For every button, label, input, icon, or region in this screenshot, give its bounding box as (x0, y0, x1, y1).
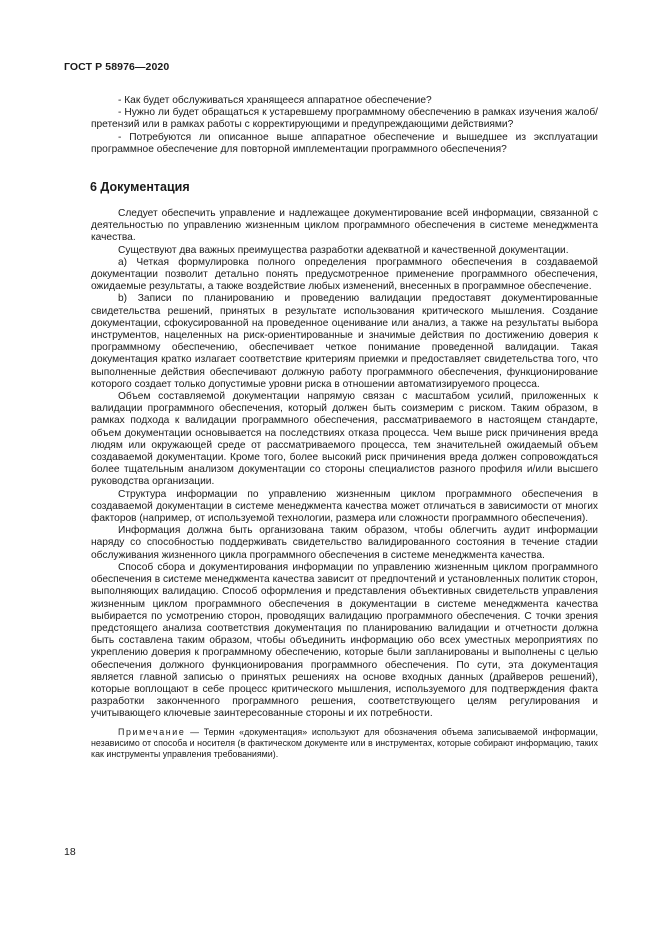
section-title: 6 Документация (90, 180, 190, 194)
standard-header: ГОСТ Р 58976—2020 (64, 61, 170, 73)
note-text: — Термин «документация» используют для обозначения объема записываемой информации, независимо от способа и носителя (в фактическом документе или в инструментах, которые собирают информацию, таких как инструменты управления требованиями). (91, 726, 598, 759)
question-item: - Как будет обслуживаться хранящееся аппаратное обеспечение? (118, 95, 432, 106)
paragraph: Следует обеспечить управление и надлежащее документирование всей информации, связанной с деятельностью по управлению жизненным циклом программного обеспечения в системе менеджмента качества. (91, 208, 598, 244)
paragraph: Структура информации по управлению жизненным циклом программного обеспечения в создаваемой документации в системе менеджмента качества может отличаться в зависимости от многих факторов (например, от используемой технологии, размера или сложности программного обеспечения). (91, 488, 598, 525)
note-label: Примечание (118, 726, 186, 737)
paragraph: b) Записи по планированию и проведению валидации предоставят документированные свидетельства решений, принятых в результате использования критического мышления. Создание документации, сфокусированной на проведенное оценивание или анализ, а также на результаты выбора инструментов, нацеленных на риск-ориентированные и значимые действия по достижению доверия к программному обеспечению, обеспечивает четкое понимание проведенной валидации. Такая документация кратко излагает соответствие критериям приемки и предоставляет свидетельства того, что выполненные действия обеспечивают должную работу программного обеспечения, функционирование которого создает только допустимые уровни риска в отношении автоматизируемого процесса. (91, 293, 598, 390)
section-body (91, 208, 598, 760)
paragraph: Информация должна быть организована таким образом, чтобы облегчить аудит информации наряду со способностью поддерживать свидетельство валидированного состояния в течение стадии обслуживания жизненного цикла программного обеспечения в системе менеджмента качества. (91, 525, 598, 561)
paragraph: a) Четкая формулировка полного определения программного обеспечения в создаваемой документации позволит детально понять предусмотренное применение программного обеспечения, ожидаемые результаты, а также воздействие любых изменений, внесенных в программное обеспечение. (91, 256, 598, 293)
questions-list (91, 95, 598, 156)
page-number: 18 (64, 846, 76, 858)
paragraph: Способ сбора и документирования информации по управлению жизненным циклом программного обеспечения в системе менеджмента качества зависит от предпочтений и установленных политик сторон, выполняющих валидацию. Способ оформления и представления объективных свидетельств управления жизненным циклом программного обеспечения в документации в системе менеджмента качества выбирается по усмотрению сторон, проводящих валидацию программного обеспечения. С точки зрения предстоящего анализа соответствия документация по планированию валидации и отчетности должна быть составлена таким образом, чтобы объединить информацию обо всех уместных мероприятиях по укреплению доверия к программному обеспечению, которые были запланированы и выполнены с целью обеспечения должного функционирования программного обеспечения. По сути, эта документация является главной записью о принятых решениях на основе входных данных (драйверов решений), которые воплощают в себе процесс критического мышления, используемого для подтверждения факта разработки законченного программного решения, соответствующего целям регулирования и учитывающего ключевые заинтересованные стороны и их потребности. (91, 561, 598, 720)
question-item: - Потребуются ли описанное выше аппаратное обеспечение и вышедшее из эксплуатации программное обеспечение для повторной имплементации программного обеспечения? (91, 131, 598, 155)
paragraph: Объем составляемой документации напрямую связан с масштабом усилий, приложенных к валидации программного обеспечения, который должен быть соизмерим с риском. Таким образом, в рамках подхода к валидации программного обеспечения, рассматриваемого в настоящем стандарте, объем документации основывается на последствиях отказа процесса. Чем выше риск причинения вреда людям или окружающей среде от рассматриваемого процесса, тем значительней ожидаемый объем создаваемой документации. Кроме того, более высокий риск причинения вреда должен сопровождаться более тщательным анализом документации со стороны специалистов разного профиля и/или высшего руководства организации. (91, 391, 598, 488)
paragraph: Существуют два важных преимущества разработки адекватной и качественной документации. (118, 244, 569, 256)
note (91, 727, 598, 761)
question-item: - Нужно ли будет обращаться к устаревшему программному обеспечению в рамках изучения жалоб/претензий или в рамках работы с корректирующими и предупреждающими действиями? (91, 107, 598, 131)
